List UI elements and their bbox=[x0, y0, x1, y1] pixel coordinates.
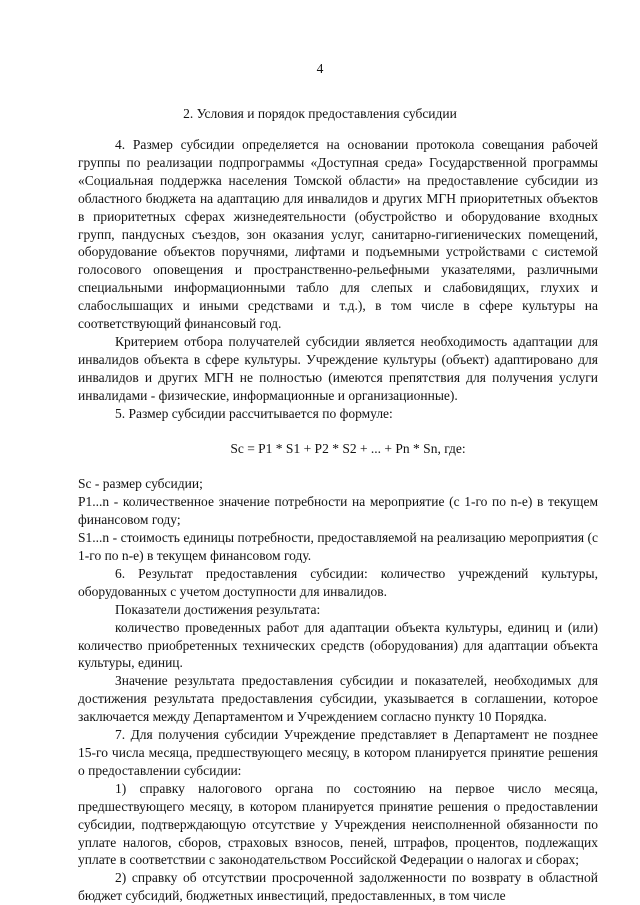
definition-s: S1...n - стоимость единицы потребности, предоставляемой на реализацию мероприятия (с 1-го по n-е) в текущем финансовом году. bbox=[78, 530, 598, 564]
paragraph-7: 7. Для получения субсидии Учреждение представляет в Департамент не позднее 15-го числа месяца, предшествующего месяцу, в котором планируется принятие решения о предоставлении субсидии: bbox=[78, 727, 598, 778]
definition-p: P1...n - количественное значение потребности на мероприятие (с 1-го по n-е) в текущем финансовом году; bbox=[78, 494, 598, 528]
definition-sc: Sc - размер субсидии; bbox=[78, 476, 203, 492]
section-title: 2. Условия и порядок предоставления субсидии bbox=[183, 106, 457, 121]
paragraph-5: 5. Размер субсидии рассчитывается по формуле: bbox=[115, 405, 393, 421]
paragraph-criteria: Критерием отбора получателей субсидии является необходимость адаптации для инвалидов объекта в сфере культуры. Учреждение культуры (объект) адаптировано для инвалидов и других МГН не полностью (имеются препятствия для получения услуги инвалидами - физические, информационные и организационные). bbox=[78, 333, 598, 403]
page-number: 4 bbox=[316, 61, 324, 76]
paragraph-6: 6. Результат предоставления субсидии: количество учреждений культуры, оборудованных с учетом доступности для инвалидов. bbox=[78, 565, 598, 599]
formula: Sc = P1 * S1 + P2 * S2 + ... + Pn * Sn, где: bbox=[230, 440, 466, 456]
item-1: 1) справку налогового органа по состоянию на первое число месяца, предшествующего месяцу, в котором планируется принятие решения о предоставлении субсидии, подтверждающую отсутствие у Учреждения неисполненной обязанности по уплате налогов, сборов, страховых взносов, пеней, штрафов, процентов, подлежащих уплате в соответствии с законодательством Российской Федерации о налогах и сборах; bbox=[78, 780, 598, 868]
indicators-heading: Показатели достижения результата: bbox=[115, 601, 321, 617]
item-2: 2) справку об отсутствии просроченной задолженности по возврату в областной бюджет субсидий, бюджетных инвестиций, предоставленных, в том числе bbox=[78, 870, 598, 904]
document-body bbox=[78, 136, 598, 905]
indicators-text: количество проведенных работ для адаптации объекта культуры, единиц и (или) количество приобретенных технических средств (оборудования) для адаптации объекта культуры, единиц. bbox=[78, 619, 598, 671]
paragraph-4: 4. Размер субсидии определяется на основании протокола совещания рабочей группы по реализации подпрограммы «Доступная среда» Государственной программы «Социальная поддержка населения Томской области» на предоставление субсидии из областного бюджета на адаптацию для инвалидов и других МГН приоритетных объектов в приоритетных сферах жизнедеятельности (обустройство и оборудование входных групп, пандусных съездов, зон оказания услуг, санитарно-гигиенических помещений, оборудование объектов поручнями, лифтами и подъемными устройствами с системой голосового оповещения и пространственно-рельефными указателями, различными специальными информационными табло для слепых и слабовидящих, глухих и слабослышащих и иными средствами и т.д.), в том числе в сфере культуры на соответствующий финансовый год. bbox=[78, 137, 598, 332]
paragraph-result-value: Значение результата предоставления субсидии и показателей, необходимых для достижения результата предоставления субсидии, указывается в соглашении, которое заключается между Департаментом и Учреждением согласно пункту 10 Порядка. bbox=[78, 673, 598, 725]
